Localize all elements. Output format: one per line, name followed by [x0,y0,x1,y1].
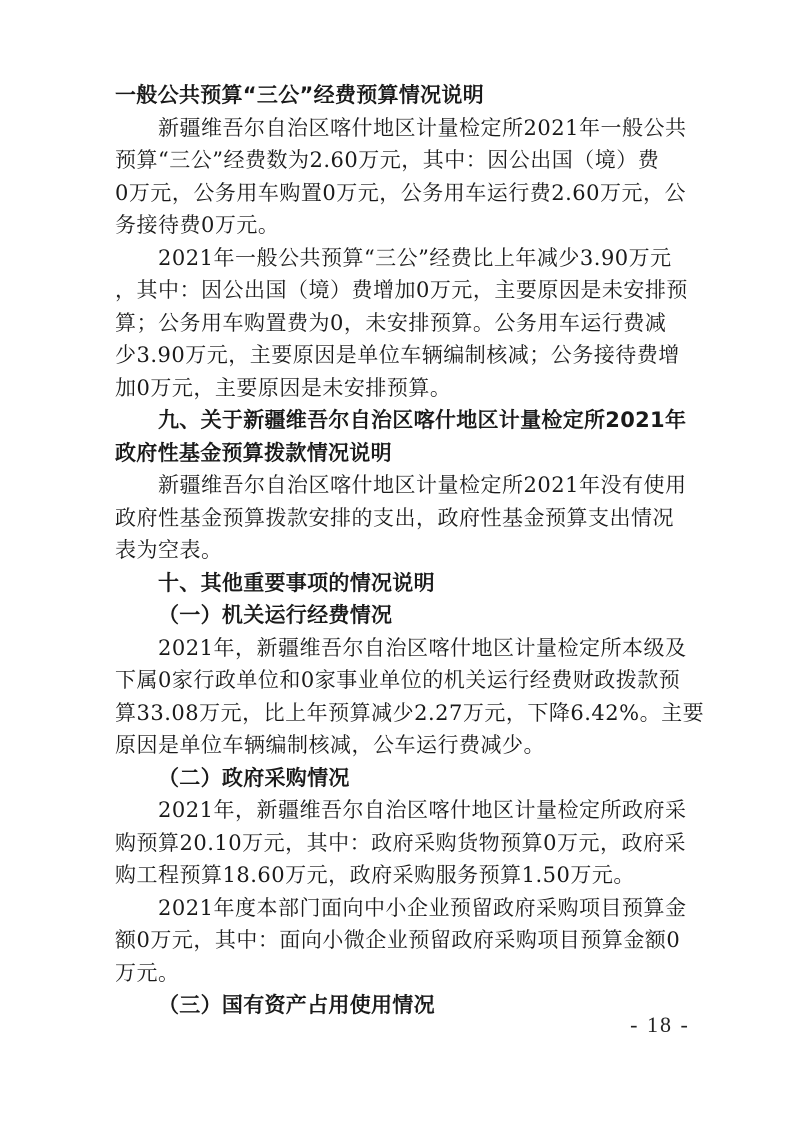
paragraph-line: 算；公务用车购置费为0，未安排预算。公务用车运行费减 [115,311,667,335]
section-9-heading: 九、关于新疆维吾尔自治区喀什地区计量检定所2021年 [158,408,687,432]
paragraph-line: 加0万元，主要原因是未安排预算。 [115,376,452,400]
paragraph-line: 万元。 [115,961,180,985]
paragraph-line: 2021年度本部门面向中小企业预留政府采购项目预算金 [158,896,687,920]
heading-sangong: 一般公共预算“三公”经费预算情况说明 [115,83,485,107]
paragraph-line: 2021年，新疆维吾尔自治区喀什地区计量检定所政府采 [158,798,687,822]
page-number: - 18 - [630,1012,690,1037]
paragraph-line: 务接待费0万元。 [115,213,280,237]
section-10-heading: 十、其他重要事项的情况说明 [158,571,435,595]
subsection-heading: （三）国有资产占用使用情况 [158,993,435,1017]
paragraph-line: ，其中：因公出国（境）费增加0万元，主要原因是未安排预 [115,278,688,302]
paragraph-line: 政府性基金预算拨款安排的支出，政府性基金预算支出情况 [115,506,674,530]
paragraph-line: 0万元，公务用车购置0万元，公务用车运行费2.60万元，公 [115,181,686,205]
paragraph-line: 表为空表。 [115,538,223,562]
paragraph-line: 额0万元，其中：面向小微企业预留政府采购项目预算金额0 [115,928,681,952]
subsection-heading: （二）政府采购情况 [158,766,350,790]
paragraph-line: 预算“三公”经费数为2.60万元，其中：因公出国（境）费 [115,148,660,172]
subsection-heading: （一）机关运行经费情况 [158,603,393,627]
paragraph-line: 新疆维吾尔自治区喀什地区计量检定所2021年一般公共 [158,116,687,140]
section-9-heading-cont: 政府性基金预算拨款情况说明 [115,441,392,465]
paragraph-line: 下属0家行政单位和0家事业单位的机关运行经费财政拨款预 [115,668,681,692]
paragraph-line: 少3.90万元，主要原因是单位车辆编制核减；公务接待费增 [115,343,680,367]
paragraph-line: 购工程预算18.60万元，政府采购服务预算1.50万元。 [115,863,635,887]
paragraph-line: 原因是单位车辆编制核减，公车运行费减少。 [115,733,545,757]
paragraph-line: 新疆维吾尔自治区喀什地区计量检定所2021年没有使用 [158,473,687,497]
paragraph-line: 算33.08万元，比上年预算减少2.27万元，下降6.42%。主要 [115,701,705,725]
paragraph-line: 2021年一般公共预算“三公”经费比上年减少3.90万元 [158,246,672,270]
paragraph-line: 2021年，新疆维吾尔自治区喀什地区计量检定所本级及 [158,636,687,660]
paragraph-line: 购预算20.10万元，其中：政府采购货物预算0万元，政府采 [115,831,686,855]
